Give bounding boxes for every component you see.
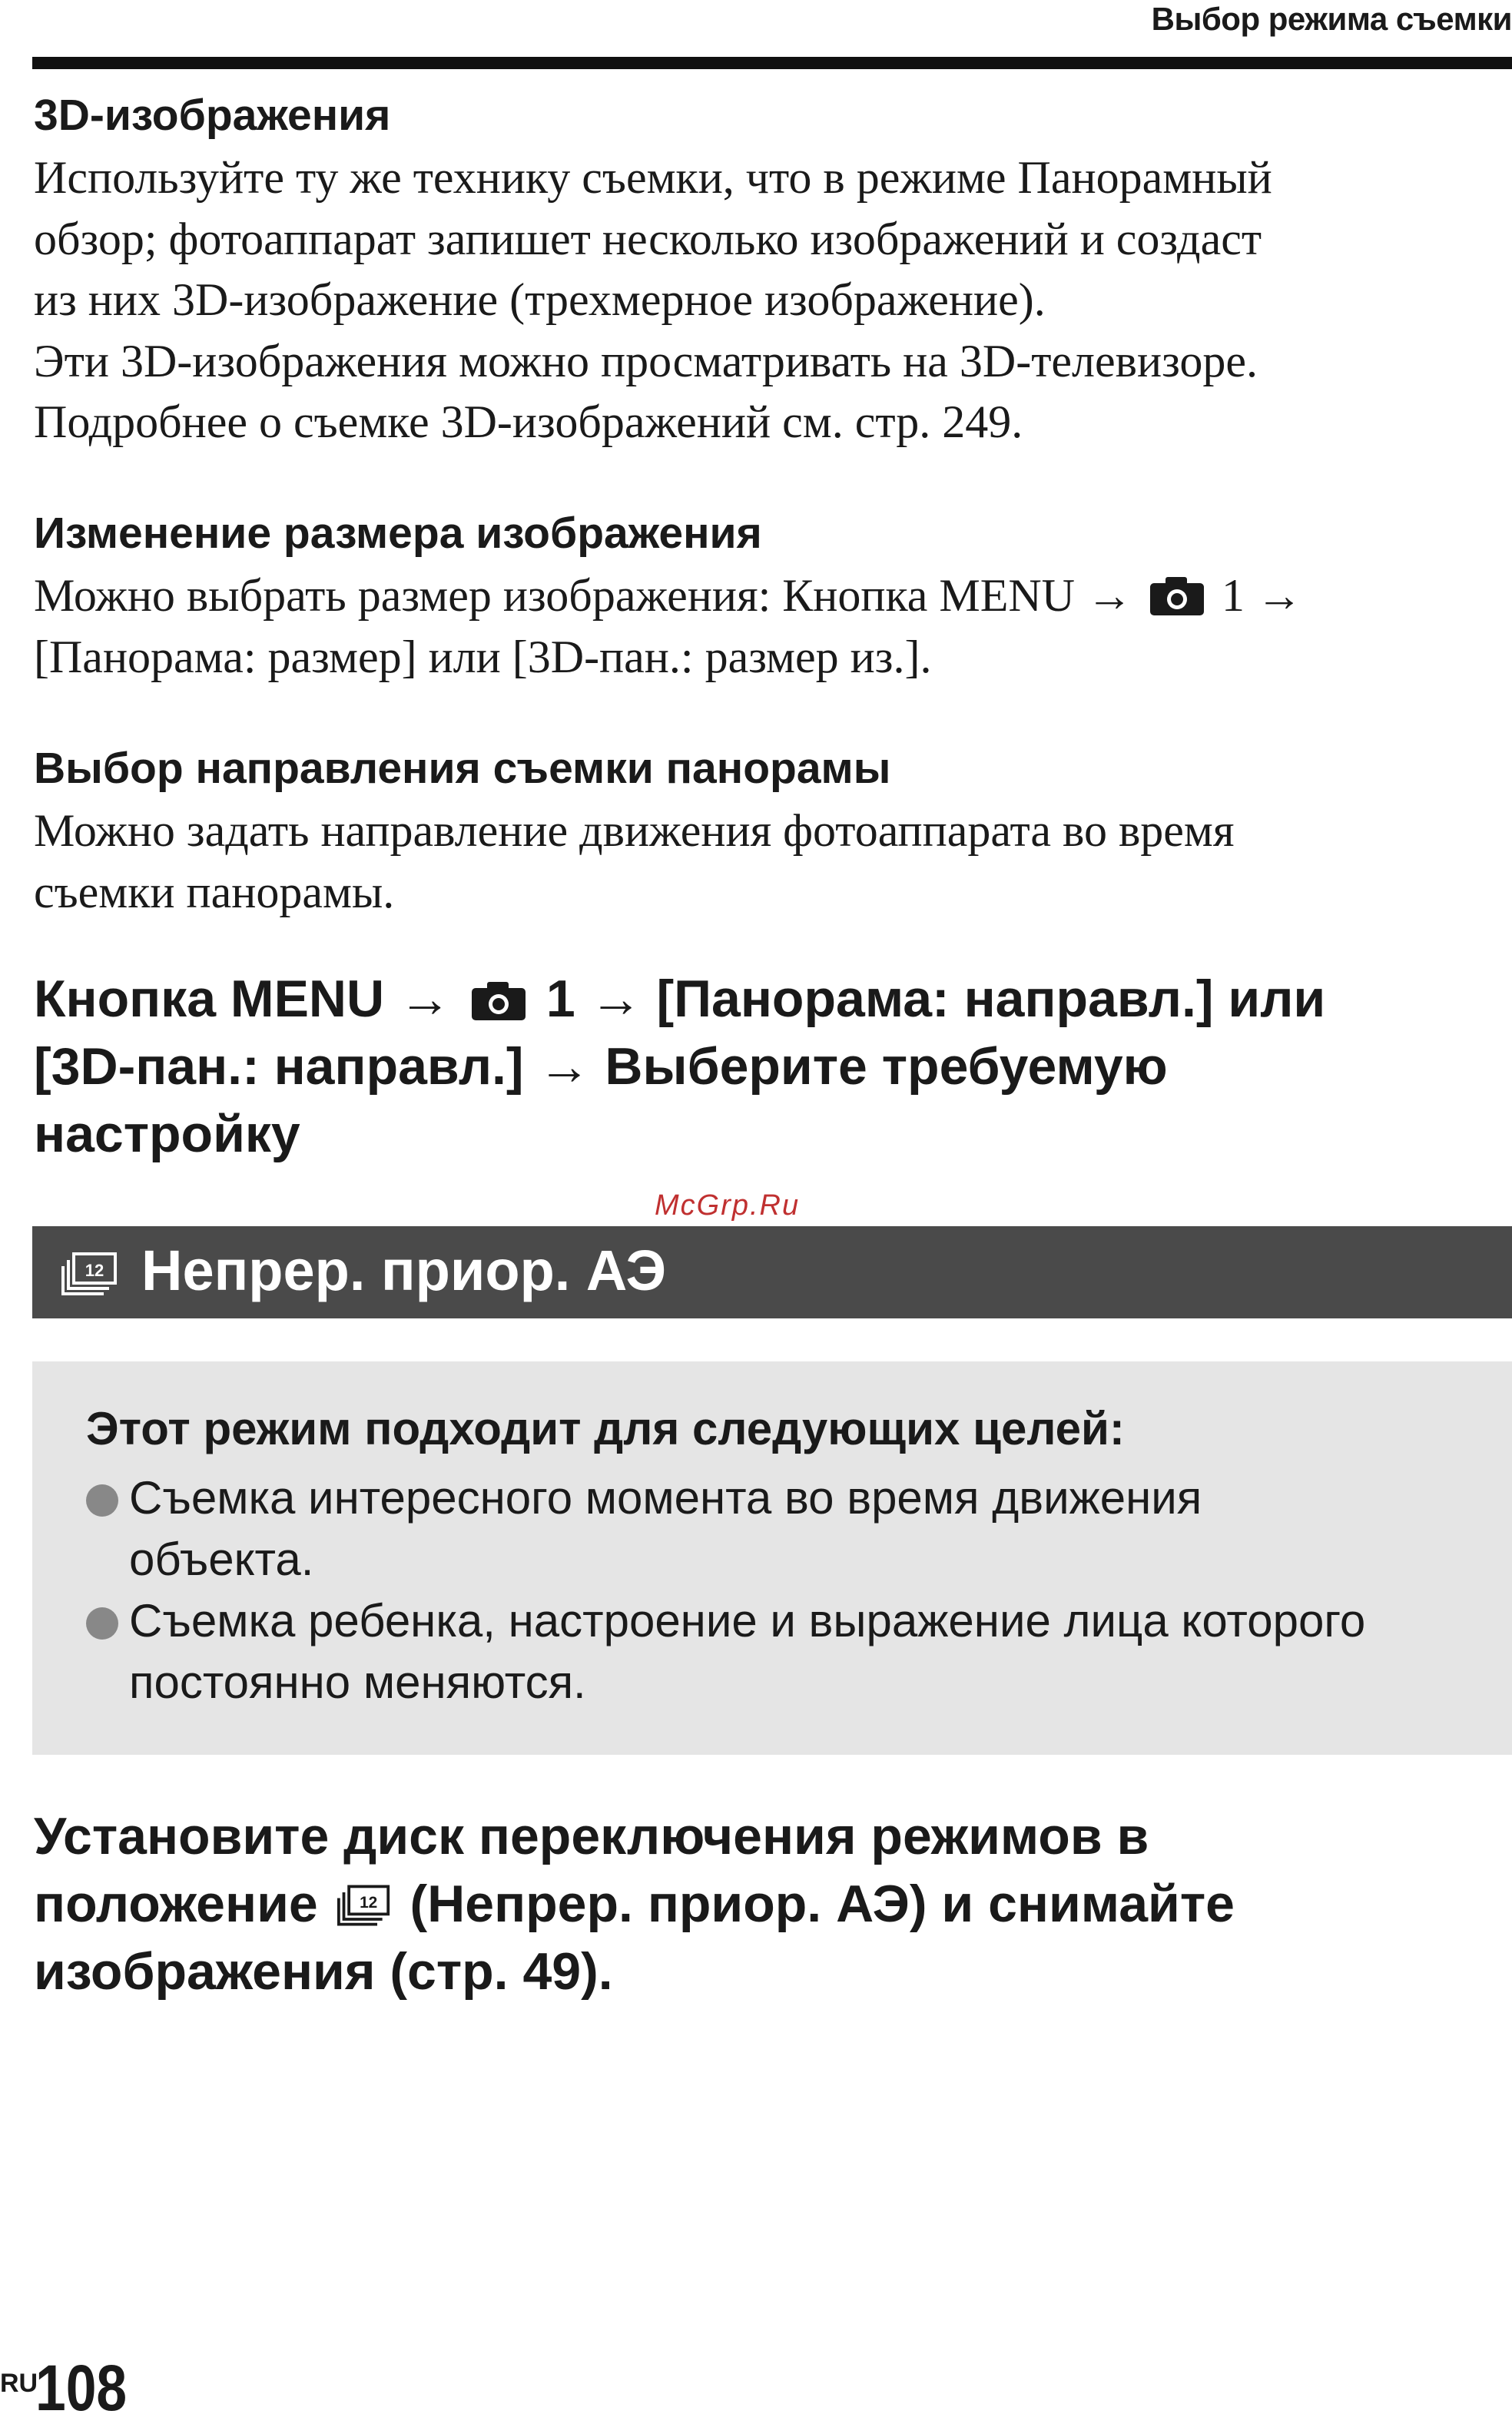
text-line: Съемка ребенка, настроение и выражение лица которого <box>129 1595 1366 1646</box>
text-line <box>34 1870 1494 1938</box>
paragraph-resize <box>34 565 1486 688</box>
text-line: изображения (стр. 49). <box>34 1942 613 2001</box>
text-segment: (Непрер. приор. АЭ) и снимайте <box>410 1875 1235 1933</box>
svg-text:12: 12 <box>359 1893 377 1912</box>
arrow-right-icon: → <box>1086 570 1133 621</box>
running-header: Выбор режима съемки <box>1151 1 1512 37</box>
heading-direction: Выбор направления съемки панорамы <box>34 744 891 793</box>
section-title: Непрер. приор. АЭ <box>141 1239 667 1302</box>
text-segment: 1 <box>1222 570 1245 621</box>
bullet-text <box>129 1467 1202 1590</box>
text-line: настройку <box>34 1105 300 1163</box>
heading-3d-images: 3D-изображения <box>34 91 391 140</box>
text-line <box>34 965 1494 1033</box>
bullet-text <box>129 1590 1365 1713</box>
continuous-ae-mode-icon <box>61 1252 118 1295</box>
svg-text:12: 12 <box>85 1261 104 1280</box>
text-line: постоянно меняются. <box>129 1656 586 1708</box>
text-line: Используйте ту же технику съемки, что в режиме Панорамный <box>34 152 1272 203</box>
text-line: из них 3D-изображение (трехмерное изображение). <box>34 274 1046 325</box>
heading-resize: Изменение размера изображения <box>34 509 762 558</box>
section-title-bar <box>32 1226 1512 1318</box>
language-code: RU <box>0 2369 38 2398</box>
arrow-right-icon: → <box>1256 570 1303 621</box>
text-line: обзор; фотоаппарат запишет несколько изображений и создаст <box>34 213 1262 264</box>
text-segment: 1 <box>545 970 575 1028</box>
text-segment: [3D-пан.: направл.] <box>34 1037 524 1096</box>
bullet-icon <box>86 1607 118 1640</box>
text-line: Подробнее о съемке 3D-изображений см. стр. 249. <box>34 396 1023 447</box>
page-number: 108 <box>35 2352 128 2424</box>
paragraph-3d-images <box>34 148 1486 453</box>
text-segment: положение <box>34 1875 318 1933</box>
text-line: [Панорама: размер] или [3D-пан.: размер из.]. <box>34 631 932 682</box>
bullet-item <box>86 1590 1365 1713</box>
text-line: съемки панорамы. <box>34 866 395 917</box>
text-line: Съемка интересного момента во время движения <box>129 1472 1202 1524</box>
text-line: объекта. <box>129 1534 314 1585</box>
instruction-menu <box>34 965 1494 1168</box>
text-segment: Кнопка MENU <box>34 970 385 1028</box>
text-segment: [Панорама: направл.] или <box>656 970 1326 1028</box>
arrow-right-icon: → <box>538 1037 591 1096</box>
text-line: Эти 3D-изображения можно просматривать на 3D-телевизоре. <box>34 335 1258 386</box>
instruction-dial <box>34 1802 1494 2005</box>
paragraph-direction <box>34 801 1486 923</box>
text-line: Можно задать направление движения фотоаппарата во время <box>34 805 1235 856</box>
continuous-ae-mode-icon <box>337 1885 391 1926</box>
header-rule <box>32 57 1512 69</box>
watermark: McGrp.Ru <box>655 1189 801 1222</box>
camera-icon <box>1149 574 1205 617</box>
camera-icon <box>470 978 527 1023</box>
bullet-item <box>86 1467 1202 1590</box>
text-line <box>34 1033 1494 1100</box>
arrow-right-icon: → <box>589 970 642 1028</box>
text-line: Установите диск переключения режимов в <box>34 1807 1149 1865</box>
info-box-heading: Этот режим подходит для следующих целей: <box>86 1403 1125 1454</box>
text-line <box>34 565 1486 627</box>
bullet-icon <box>86 1484 118 1517</box>
arrow-right-icon: → <box>399 970 452 1028</box>
text-segment: Можно выбрать размер изображения: Кнопка MENU <box>34 570 1076 621</box>
text-segment: Выберите требуемую <box>605 1037 1168 1096</box>
